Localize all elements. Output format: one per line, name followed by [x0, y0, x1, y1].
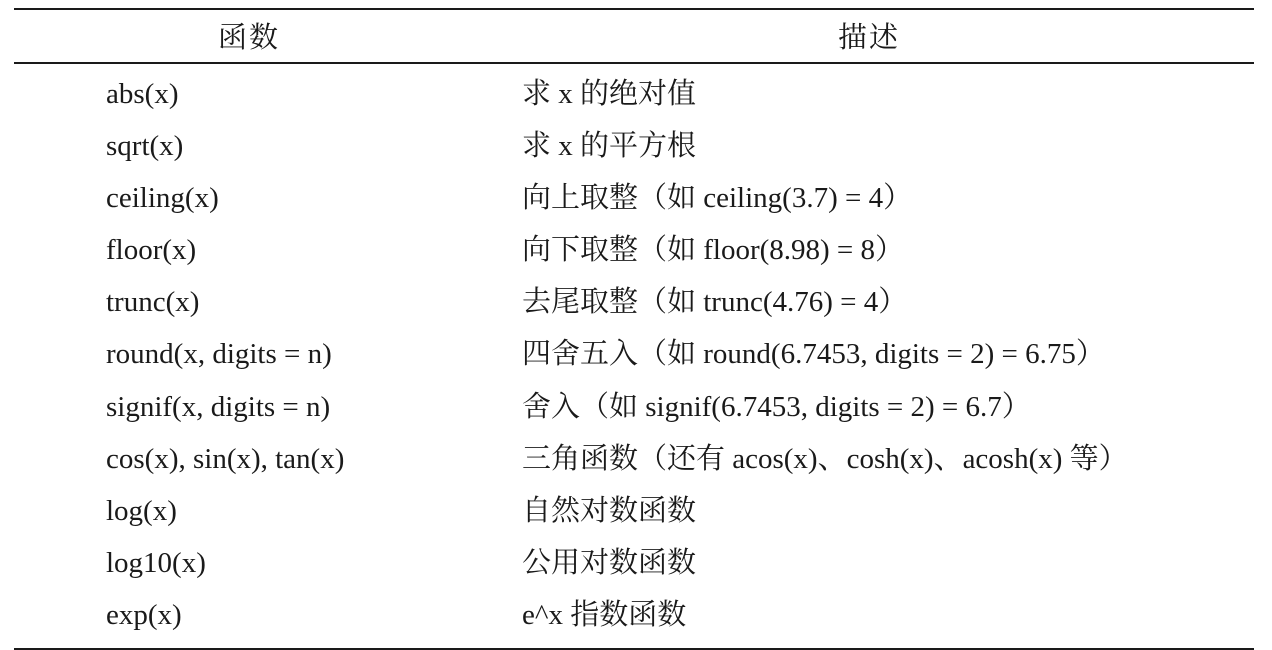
table-row	[14, 537, 1254, 589]
table-row	[14, 328, 1254, 380]
function-cell: ceiling(x)	[106, 181, 219, 214]
function-cell: log(x)	[106, 495, 177, 527]
function-cell: log10(x)	[106, 547, 206, 580]
description-cell: 舍入（如 signif(6.7453, digits = 2) = 6.7）	[522, 390, 1031, 423]
description-cell: 向上取整（如 ceiling(3.7) = 4）	[522, 181, 913, 214]
description-cell: 四舍五入（如 round(6.7453, digits = 2) = 6.75）	[522, 338, 1105, 371]
description-cell: 自然对数函数	[522, 495, 697, 527]
description-cell: 去尾取整（如 trunc(4.76) = 4）	[522, 286, 908, 319]
table-row	[14, 68, 1254, 120]
table-row	[14, 485, 1254, 537]
function-cell: exp(x)	[106, 599, 182, 632]
function-cell: signif(x, digits = n)	[106, 390, 331, 423]
description-cell: e^x 指数函数	[522, 599, 687, 632]
header-function: 函数	[217, 20, 280, 54]
table-row	[14, 381, 1254, 433]
function-cell: floor(x)	[106, 234, 197, 267]
table-header-row	[14, 10, 1254, 62]
table-row	[14, 172, 1254, 224]
header-description: 描述	[837, 20, 900, 54]
function-cell: cos(x), sin(x), tan(x)	[106, 442, 345, 475]
description-cell: 求 x 的平方根	[522, 129, 697, 162]
function-cell: sqrt(x)	[106, 129, 184, 162]
description-cell: 求 x 的绝对值	[522, 77, 697, 110]
function-cell: abs(x)	[106, 77, 179, 110]
table-row	[14, 276, 1254, 328]
function-cell: round(x, digits = n)	[106, 338, 332, 371]
table-row	[14, 224, 1254, 276]
function-table	[14, 8, 1254, 650]
function-cell: trunc(x)	[106, 286, 200, 319]
description-cell: 三角函数（还有 acos(x)、cosh(x)、acosh(x) 等）	[522, 442, 1128, 475]
description-cell: 公用对数函数	[522, 547, 697, 580]
table-body	[14, 64, 1254, 642]
table-bottom-rule	[14, 648, 1254, 650]
table-row	[14, 589, 1254, 641]
table-row	[14, 433, 1254, 485]
table-row	[14, 120, 1254, 172]
description-cell: 向下取整（如 floor(8.98) = 8）	[522, 234, 905, 267]
